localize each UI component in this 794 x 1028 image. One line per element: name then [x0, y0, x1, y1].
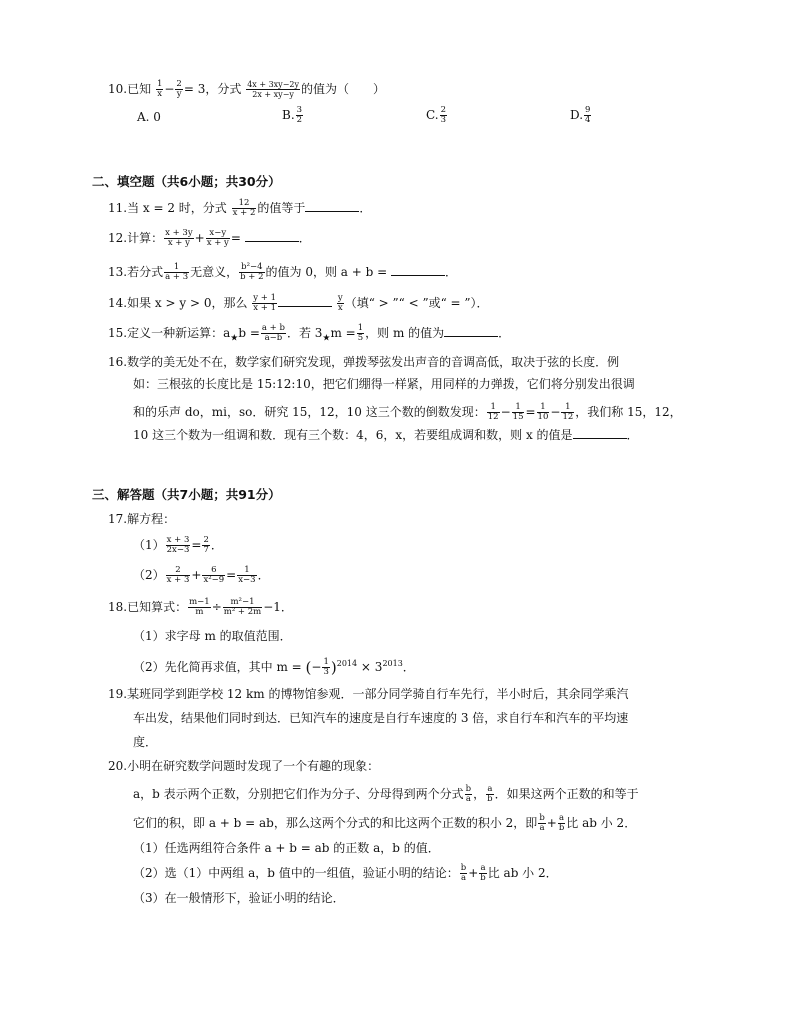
q17-title: 解方程： [127, 512, 176, 526]
fraction [322, 658, 329, 677]
answer-blank[interactable] [573, 427, 627, 439]
q16-text-l3: 和的乐声 do，mi，so．研究 15，12，10 这三个数的倒数发现： [133, 405, 486, 419]
part-label: （1） [133, 538, 165, 552]
option-d [570, 106, 592, 125]
denominator: 2x + xy−y [252, 90, 294, 99]
question-17 [108, 511, 175, 527]
q18-text-b: −1． [263, 600, 293, 614]
question-12 [108, 229, 311, 248]
q15-text-a: 定义一种新运算：a [127, 326, 231, 340]
q15-text-e: ，则 m 的值为 [365, 326, 445, 340]
fraction [538, 814, 545, 833]
numerator: 1 [237, 566, 256, 576]
question-19-line-2: 车出发，结果他们同时到达．已知汽车的速度是自行车速度的 3 倍，求自行车和汽车的平均速 [133, 711, 629, 725]
equals-sign: = [525, 405, 536, 419]
q13-end: ． [445, 265, 458, 279]
numerator: b [460, 863, 467, 873]
question-20-line-3 [133, 814, 636, 833]
question-19-line-3: 度． [133, 735, 158, 749]
q20-part2-text: （2）选（1）中两组 a，b 值中的一组值，验证小明的结论： [133, 866, 459, 880]
numerator: m−1 [189, 597, 210, 607]
numerator: 1 [537, 403, 550, 413]
option-label: D. [570, 108, 584, 122]
question-number: 12. [108, 231, 128, 245]
denominator: 3 [323, 667, 329, 677]
question-number: 19. [108, 687, 128, 701]
fraction [252, 294, 277, 313]
fraction [175, 80, 182, 99]
numerator: 1 [487, 403, 500, 413]
numerator: x + 3 [166, 535, 190, 545]
q13-text-a: 若分式 [127, 265, 164, 279]
equals-sign: = [191, 538, 202, 552]
q20-text-l1: 小明在研究数学问题时发现了一个有趣的现象： [127, 759, 380, 773]
fraction [584, 106, 591, 125]
fraction [261, 324, 286, 343]
option-label: B. [282, 108, 295, 122]
minus-sign: − [500, 405, 511, 419]
q16-text-l4: 10 这三个数为一组调和数．现有三个数：4，6，x，若要组成调和数，则 x 的值是 [133, 428, 573, 442]
question-number: 15. [108, 326, 128, 340]
part-end: ． [210, 538, 223, 552]
q12-end: ． [298, 231, 311, 245]
denominator: 3 [440, 115, 446, 125]
numerator: 4x + 3xy−2y [247, 80, 300, 89]
exponent: 2013 [382, 659, 403, 668]
q20-part2-textb: 比 ab 小 2． [487, 866, 558, 880]
fraction [164, 229, 194, 248]
fraction [465, 785, 472, 804]
fraction [561, 403, 574, 422]
question-19-line-1 [108, 686, 628, 702]
q10-eq: = 3，分式 [183, 82, 242, 96]
denominator: b [558, 823, 565, 833]
numerator: 1 [512, 403, 525, 413]
plus-sign: + [191, 568, 202, 582]
denominator: 7 [203, 545, 209, 555]
fraction [202, 536, 209, 555]
question-number: 17. [108, 512, 128, 526]
minus-sign: − [550, 405, 561, 419]
q14-text-b: （填“ > ”“ < ”或“ = ”）． [344, 296, 489, 310]
q13-text-b: 无意义， [190, 265, 239, 279]
q20-text-l3b: 比 ab 小 2． [566, 816, 637, 830]
denominator: 15 [512, 412, 524, 422]
denominator: m² + 2m [223, 607, 262, 617]
question-number: 18. [108, 600, 128, 614]
numerator: 1 [156, 79, 163, 89]
fraction [337, 294, 344, 313]
question-number: 11. [108, 201, 128, 215]
denominator: 10 [537, 412, 549, 422]
numerator: m²−1 [223, 598, 262, 608]
denominator: 2x−3 [166, 545, 190, 555]
q15-text-b: b = [238, 326, 260, 340]
star-operator: ★ [230, 333, 239, 344]
denominator: a−b [264, 333, 283, 343]
question-15 [108, 324, 510, 346]
fraction [232, 199, 257, 218]
fraction [156, 80, 163, 99]
denominator: x + 2 [232, 208, 256, 218]
right-paren: ) [330, 658, 337, 677]
numerator: b [465, 784, 472, 794]
fraction [440, 106, 447, 125]
question-18-part-2: （2）先化简再求值，其中 m = (− $\frac{1}{3}$ )$^{2014} \times 3^{2013}$． [133, 657, 415, 677]
question-13 [108, 263, 457, 282]
question-16-line-2: 如：三根弦的长度比是 15:12:10，把它们绷得一样紧，用同样的力弹拨，它们将分别发出很调 [133, 377, 635, 391]
numerator: y + 1 [253, 293, 277, 303]
section-title-fill-in: 二、填空题（共6小题；共30分） [92, 174, 281, 189]
numerator: b [539, 813, 545, 823]
question-20-part-1: （1）任选两组符合条件 a + b = ab 的正数 a，b 的值． [133, 841, 440, 855]
numerator: 1 [164, 263, 189, 273]
fraction [512, 403, 525, 422]
denominator: b [487, 794, 493, 804]
answer-blank[interactable] [245, 230, 299, 242]
fraction [479, 864, 486, 883]
fraction [223, 598, 262, 617]
denominator: x [337, 303, 343, 313]
denominator: 12 [487, 412, 499, 422]
q13-text-c: 的值为 0，则 a + b = [265, 265, 388, 279]
q15-text-d: m = [330, 326, 356, 340]
fraction [486, 785, 493, 804]
q12-text-a: 计算： [127, 231, 164, 245]
denominator: 2 [296, 115, 303, 125]
answer-blank[interactable] [444, 325, 498, 337]
numerator: 2 [440, 105, 446, 115]
numerator: 1 [323, 657, 329, 667]
fraction [206, 229, 230, 248]
fraction [202, 566, 225, 585]
numerator: a [559, 813, 565, 823]
numerator: x + 3y [165, 228, 193, 238]
question-number: 13. [108, 265, 128, 279]
numerator: 12 [232, 199, 257, 209]
q10-stem-b: 的值为（ ） [301, 82, 386, 96]
plus-sign: + [546, 816, 557, 830]
q16-text-l3b: ，我们称 15，12， [575, 405, 682, 419]
denominator: a + 3 [165, 272, 189, 282]
option-c [426, 106, 448, 125]
numerator: y [337, 293, 343, 303]
divide-sign: ÷ [211, 600, 222, 614]
denominator: m [195, 607, 204, 617]
option-b [282, 106, 304, 125]
numerator: 3 [296, 105, 303, 115]
numerator: 1 [561, 403, 574, 413]
fraction [246, 80, 300, 99]
denominator: a [539, 823, 545, 833]
question-17-part-2 [133, 566, 270, 585]
q11-end: ． [359, 201, 372, 215]
q15-end: ． [498, 326, 511, 340]
fraction [357, 324, 364, 343]
q15-text-c: ．若 3 [286, 326, 323, 340]
equals-sign: = [226, 568, 237, 582]
question-14 [108, 294, 489, 313]
question-number: 20. [108, 759, 128, 773]
numerator: 2 [203, 535, 209, 545]
answer-blank[interactable] [305, 200, 359, 212]
denominator: x + y [206, 238, 229, 248]
numerator: 2 [176, 79, 182, 89]
answer-blank[interactable] [391, 264, 445, 276]
numerator: a [487, 784, 493, 794]
fraction [239, 263, 264, 282]
fraction [188, 598, 211, 617]
q10-stem-a: 已知 [127, 82, 152, 96]
denominator: y [176, 89, 182, 99]
denominator: a [460, 873, 467, 883]
numerator: 1 [357, 323, 364, 333]
denominator: 4 [585, 115, 591, 125]
question-number: 14. [108, 296, 128, 310]
question-16-line-3 [133, 403, 682, 422]
fraction [537, 403, 550, 422]
numerator: 6 [202, 566, 225, 576]
numerator: a + b [261, 323, 285, 333]
option-label: C. [426, 108, 439, 122]
denominator: b + 2 [240, 272, 264, 282]
fraction [460, 864, 467, 883]
part-end: ． [402, 660, 415, 674]
fraction [166, 566, 191, 585]
q11-text-b: 的值等于 [257, 201, 306, 215]
exponent: 2014 [336, 659, 358, 668]
times-three: × 3 [360, 660, 383, 674]
option-a: A. 0 [137, 110, 161, 124]
q20-text-l2: a，b 表示两个正数，分别把它们作为分子、分母得到两个分式 [133, 787, 464, 801]
question-20-part-2 [133, 864, 558, 883]
answer-blank[interactable] [278, 295, 332, 307]
question-20-line-2 [133, 785, 639, 804]
q20-text-l2b: ．如果这两个正数的和等于 [494, 787, 639, 801]
numerator: 2 [166, 566, 191, 576]
denominator: x−3 [238, 575, 256, 585]
q11-text-a: 当 x = 2 时，分式 [127, 201, 227, 215]
denominator: b [480, 873, 486, 883]
fraction [558, 814, 565, 833]
left-paren: ( [305, 658, 312, 677]
denominator: x [157, 89, 163, 99]
numerator: 9 [585, 105, 591, 115]
plus-sign: + [468, 866, 479, 880]
denominator: 12 [562, 412, 574, 422]
fraction [487, 403, 500, 422]
separator: ， [473, 787, 486, 801]
section-title-solve: 三、解答题（共7小题；共91分） [92, 487, 281, 502]
question-number: 16. [108, 355, 128, 369]
question-20-part-3: （3）在一般情形下，验证小明的结论． [133, 891, 345, 905]
fraction [296, 106, 303, 125]
numerator: x−y [206, 229, 230, 239]
question-16-line-4 [133, 427, 639, 443]
numerator: b²−4 [241, 262, 263, 272]
fraction [237, 566, 256, 585]
denominator: 5 [357, 333, 364, 343]
denominator: x²−9 [203, 575, 225, 585]
question-18-part-1: （1）求字母 m 的取值范围． [133, 629, 292, 643]
question-18 [108, 598, 293, 617]
q16-text-l1: 数学的美无处不在，数学家们研究发现，弹拨琴弦发出声音的音调高低，取决于弦的长度．例 [127, 355, 620, 369]
fraction [164, 263, 189, 282]
plus-sign: + [194, 231, 205, 245]
question-20-line-1 [108, 758, 379, 774]
denominator: x + y [167, 238, 190, 248]
star-operator: ★ [322, 333, 331, 344]
q20-text-l3: 它们的积，即 a + b = ab，那么这两个分式的和比这两个正数的积小 2，即 [133, 816, 538, 830]
part-end: ． [257, 568, 270, 582]
q18-part2-text: （2）先化简再求值，其中 m = [133, 660, 302, 674]
q14-text-a: 如果 x > y > 0，那么 [127, 296, 248, 310]
q19-text-l1: 某班同学到距学校 12 km 的博物馆参观．一部分同学骑自行车先行，半小时后，其余同学乘汽 [127, 687, 629, 701]
part-label: （2） [133, 568, 165, 582]
q18-text-a: 已知算式： [127, 600, 188, 614]
denominator: x + 3 [166, 575, 190, 585]
question-number: 10. [108, 82, 128, 96]
denominator: a [465, 794, 471, 804]
numerator: a [480, 863, 486, 873]
question-17-part-1 [133, 536, 223, 555]
denominator: x + 1 [253, 303, 277, 313]
equals-sign: = [230, 231, 241, 245]
q16-end: ． [626, 428, 639, 442]
question-16-line-1 [108, 354, 619, 370]
question-11 [108, 199, 371, 218]
fraction [166, 536, 191, 555]
question-10: 10.已知 $\frac{1}{x}$ − $\frac{2}{y}$ = 3，分式 $\frac{4x + 3xy-2y}{2x + xy-y}$ 的值为（ ） [108, 79, 386, 99]
